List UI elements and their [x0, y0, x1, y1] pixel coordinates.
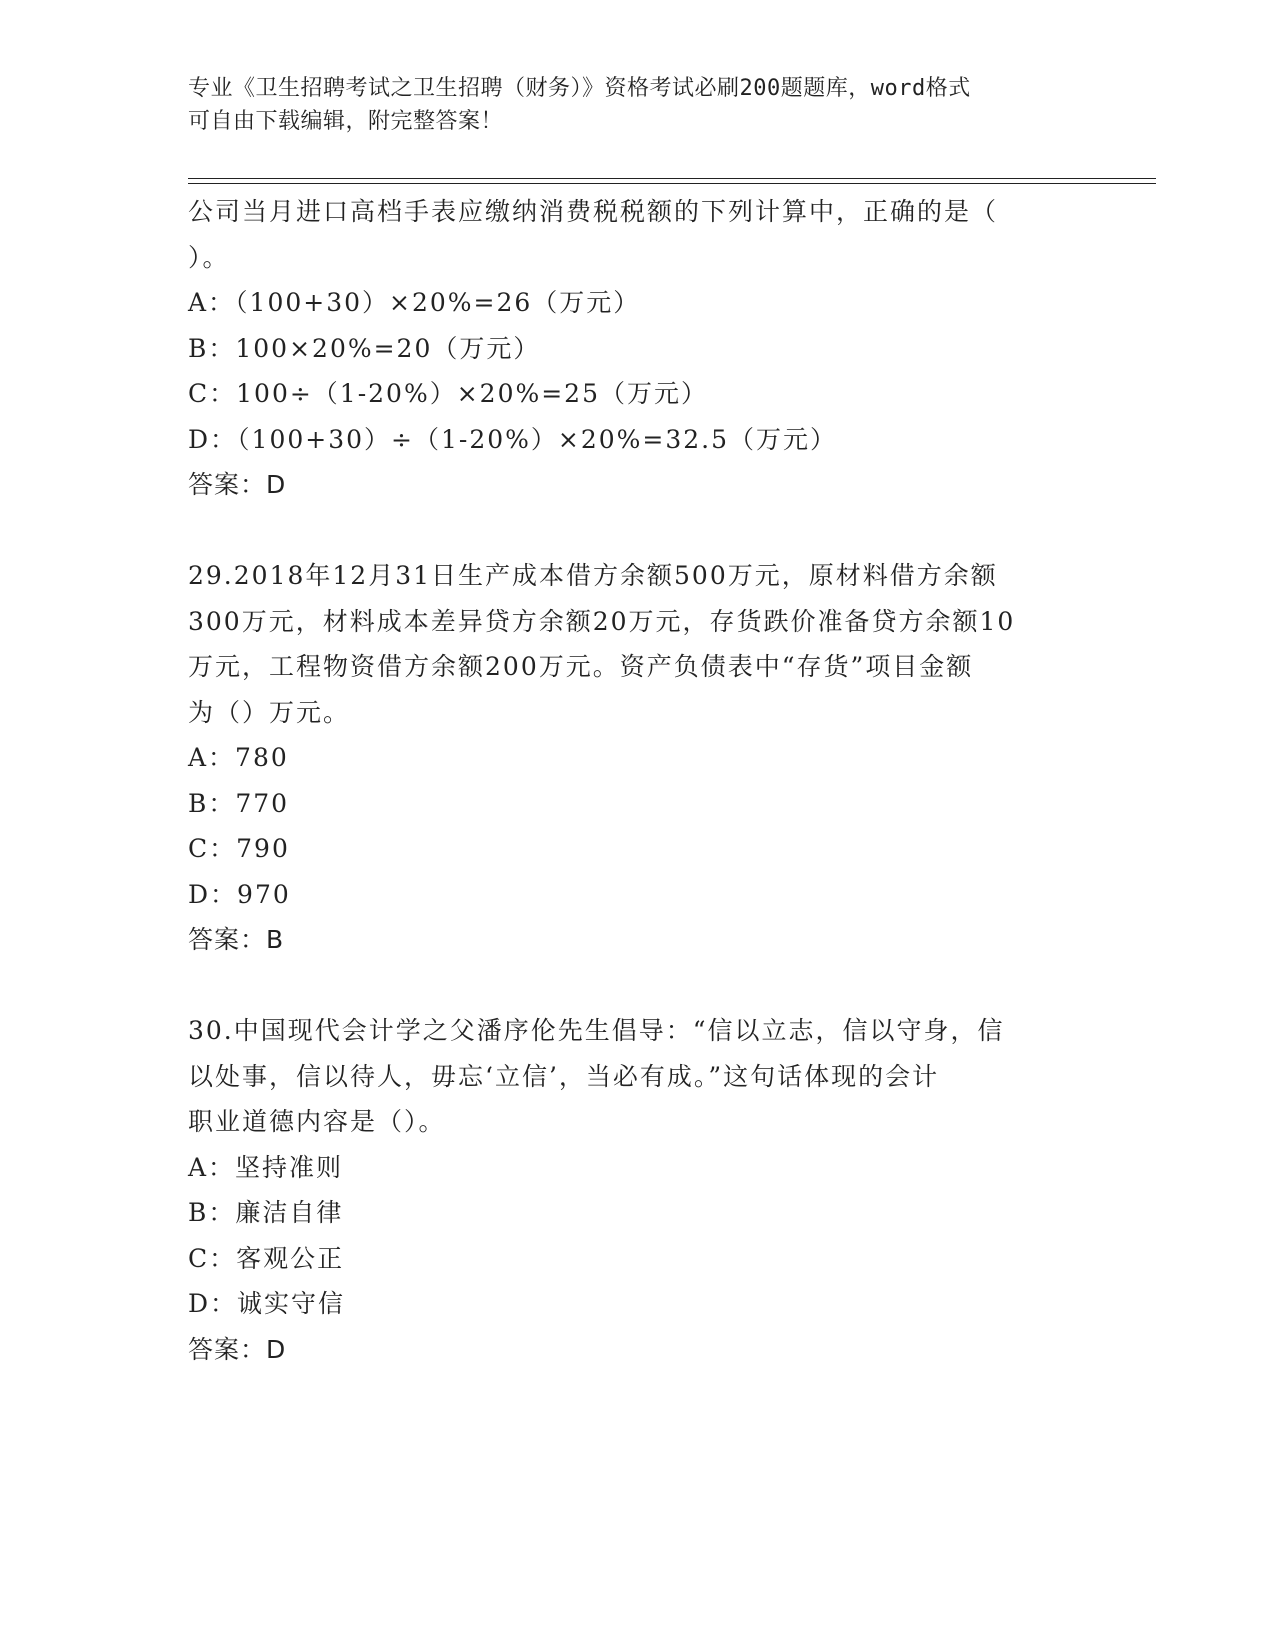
header-divider-bottom: [188, 183, 1156, 184]
question-28: [188, 189, 1088, 508]
option-d: D：诚实守信: [188, 1289, 346, 1318]
option-a: A：（100+30）×20%=26（万元）: [188, 288, 641, 317]
option-a: A：坚持准则: [188, 1152, 344, 1182]
answer-line: 答案：D: [188, 470, 287, 499]
question-stem-line: 为（）万元。: [188, 697, 351, 727]
option-c: C：790: [188, 834, 290, 863]
question-spacer: [188, 963, 1088, 1009]
option-b: B：廉洁自律: [188, 1198, 344, 1227]
question-30: [188, 1008, 1088, 1372]
question-29: [188, 553, 1088, 963]
answer-line: 答案：B: [188, 925, 285, 954]
question-spacer: [188, 508, 1088, 554]
question-stem-line: 30.中国现代会计学之父潘序伦先生倡导：“信以立志，信以守身，信: [188, 1016, 1005, 1045]
document-header: [188, 72, 1088, 138]
answer-line: 答案：D: [188, 1334, 287, 1364]
header-line-1: 专业《卫生招聘考试之卫生招聘（财务）》资格考试必刷200题题库，word格式: [188, 76, 971, 101]
question-stem-line: 职业道德内容是（）。: [188, 1107, 446, 1136]
option-a: A：780: [188, 743, 289, 772]
option-d: D：970: [188, 879, 291, 909]
option-c: C：100÷（1-20%）×20%=25（万元）: [188, 379, 708, 408]
question-stem-line: 以处事，信以待人，毋忘‘立信’，当必有成。”这句话体现的会计: [188, 1061, 940, 1091]
question-list: [188, 189, 1088, 1372]
question-stem-line: 万元，工程物资借方余额200万元。资产负债表中“存货”项目金额: [188, 652, 974, 681]
option-c: C：客观公正: [188, 1243, 345, 1273]
option-b: B：100×20%=20（万元）: [188, 333, 541, 363]
header-line-2: 可自由下载编辑，附完整答案！: [188, 109, 504, 134]
question-stem-line: 公司当月进口高档手表应缴纳消费税税额的下列计算中，正确的是（: [188, 197, 999, 226]
option-b: B：770: [188, 788, 290, 818]
question-stem-line: 29.2018年12月31日生产成本借方余额500万元，原材料借方余额: [188, 561, 998, 590]
option-d: D：（100+30）÷（1-20%）×20%=32.5（万元）: [188, 424, 838, 454]
question-stem-line: ）。: [188, 242, 230, 272]
header-divider-top: [188, 178, 1156, 179]
question-stem-line: 300万元，材料成本差异贷方余额20万元，存货跌价准备贷方余额10: [188, 606, 1016, 636]
